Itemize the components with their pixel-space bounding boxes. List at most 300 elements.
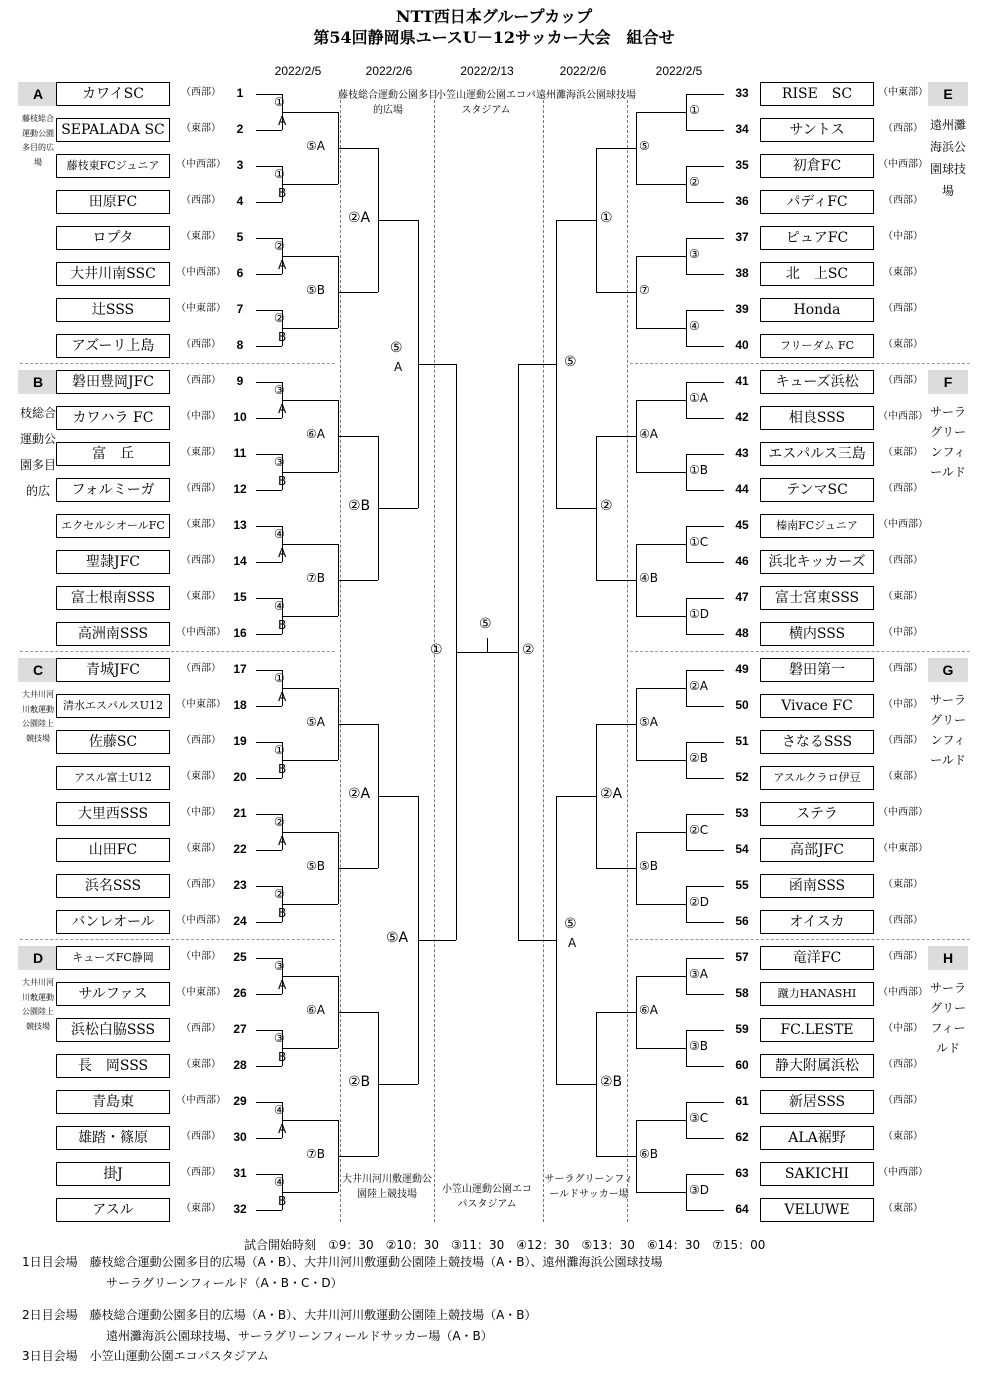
bracket-line [596,580,636,581]
team-region: （東部） [181,519,221,530]
match-label: A [278,114,287,128]
team-number: 1 [236,86,244,100]
bracket-line [282,184,338,185]
team-number: 5 [236,230,244,244]
team-number: 64 [735,1202,749,1216]
team-number: 20 [233,770,247,784]
bracket-line [636,256,686,257]
team-number: 13 [233,518,247,532]
team-number: 51 [735,734,749,748]
block-separator [20,651,335,652]
bracket-line [686,1066,724,1067]
team-region: （中西部） [176,159,226,170]
bracket-line [256,634,282,635]
bracket-line [686,742,724,743]
team-region: （東部） [883,591,923,602]
team-region: （東部） [181,591,221,602]
bracket-line [636,976,637,1048]
team-number: 52 [735,770,749,784]
bracket-line [256,1066,282,1067]
bracket-line [686,886,687,922]
block-label-c: C [18,658,58,682]
block-separator [630,939,970,940]
bracket-line [636,544,686,545]
match-label: ③ [274,959,285,973]
bracket-line [282,976,338,977]
bracket-line [636,688,686,689]
bracket-line [596,436,597,580]
bracket-line [256,202,282,203]
team-region: （中部） [883,699,923,710]
bracket-line [418,364,456,365]
team-region: （西部） [181,555,221,566]
team-region: （中西部） [176,915,226,926]
match-label: ② [274,815,285,829]
team-number: 44 [735,482,749,496]
team-region: （東部） [883,879,923,890]
team-region: （東部） [181,1059,221,1070]
team-box: エスパルス三島 [760,442,874,466]
team-box: 蹴力HANASHI [760,982,874,1006]
bracket-line [596,1012,597,1156]
team-box: ピュアFC [760,226,874,250]
bracket-line [636,472,686,473]
match-label: ①B [689,463,708,477]
team-number: 42 [735,410,749,424]
team-region: （西部） [883,303,923,314]
team-number: 59 [735,1022,749,1036]
team-box: 掛J [56,1162,170,1186]
team-region: （西部） [883,123,923,134]
match-label: ⑥A [306,427,325,441]
team-region: （西部） [883,951,923,962]
team-box: 竜洋FC [760,946,874,970]
bracket-line [256,706,282,707]
team-number: 49 [735,662,749,676]
match-label: ④ [274,527,285,541]
team-number: 4 [236,194,244,208]
team-box: 磐田第一 [760,658,874,682]
bracket-line [636,328,686,329]
block-label-h: H [928,946,968,970]
team-region: （西部） [883,195,923,206]
team-number: 43 [735,446,749,460]
team-region: （東部） [883,267,923,278]
team-box: キューズFC静岡 [56,946,170,970]
team-number: 30 [233,1130,247,1144]
bracket-line [378,220,418,221]
team-box: RISE SC [760,82,874,106]
team-region: （中部） [181,411,221,422]
team-number: 39 [735,302,749,316]
bracket-line [686,346,724,347]
team-box: 磐田豊岡JFC [56,370,170,394]
match-label: ② [600,498,613,514]
team-box: Honda [760,298,874,322]
team-number: 29 [233,1094,247,1108]
team-number: 7 [236,302,244,316]
match-label: A [278,402,287,416]
title-line1: NTT西日本グループカップ [395,7,593,26]
bracket-line [256,418,282,419]
column-divider [434,100,435,1222]
bracket-line [282,328,338,329]
bracket-line [686,202,724,203]
bracket-line [256,922,282,923]
match-label: ⑥A [306,1003,325,1017]
team-region: （中西部） [878,411,928,422]
bracket-line [282,1120,338,1121]
team-region: （西部） [181,87,221,98]
match-label: ① [274,671,285,685]
bracket-line [338,436,378,437]
bracket-line [636,112,686,113]
bracket-line [338,1012,378,1013]
block-venue-g: サーラグリーンフィールド [930,693,967,767]
match-label: ⑤A [306,139,325,153]
bracket-line [596,436,636,437]
block-venue-c: 大井川河川敷運動公園陸上競技場 [22,690,54,743]
bracket-line [636,400,686,401]
bracket-line [686,922,724,923]
match-label: ⑤ [390,340,403,356]
bracket-line [636,1048,686,1049]
bracket-line [686,1030,724,1031]
team-region: （中部） [883,627,923,638]
match-label: ③ [274,383,285,397]
bracket-line [686,742,687,778]
team-region: （西部） [883,663,923,674]
team-region: （西部） [883,375,923,386]
team-region: （東部） [181,447,221,458]
team-number: 6 [236,266,244,280]
bracket-line [636,184,686,185]
match-label: ②D [689,895,709,909]
bracket-line [686,1030,687,1066]
block-label-g: G [928,658,968,682]
team-box: 田原FC [56,190,170,214]
semifinal-left-label: ① [430,642,443,658]
block-separator [630,651,970,652]
team-region: （中部） [181,807,221,818]
team-number: 56 [735,914,749,928]
bracket-line [556,796,596,797]
team-box: ステラ [760,802,874,826]
bracket-line [686,526,724,527]
team-box: 聖隷JFC [56,550,170,574]
team-number: 37 [735,230,749,244]
bracket-line [686,886,724,887]
team-number: 53 [735,806,749,820]
team-number: 11 [233,446,247,460]
team-box: 相良SSS [760,406,874,430]
team-box: パディFC [760,190,874,214]
team-region: （西部） [181,339,221,350]
bracket-line [556,1084,596,1085]
team-region: （中東部） [176,699,226,710]
team-number: 32 [233,1202,247,1216]
bracket-line [686,1138,724,1139]
bracket-line [282,688,338,689]
team-box: Vivace FC [760,694,874,718]
bracket-line [686,418,724,419]
team-box: ロプタ [56,226,170,250]
team-box: 富士宮東SSS [760,586,874,610]
bracket-line [686,598,687,634]
team-region: （西部） [181,483,221,494]
team-number: 18 [233,698,247,712]
team-box: 大井川南SSC [56,262,170,286]
match-label: ⑤B [639,859,658,873]
match-label: A [278,258,287,272]
bracket-line [256,850,282,851]
bracket-line [686,454,687,490]
block-venue-e: 遠州灘海浜公園球技場 [930,118,967,198]
date-day3: 2022/2/13 [460,64,514,78]
team-box: アスルクラロ伊豆 [760,766,874,790]
bracket-line [596,292,636,293]
team-number: 14 [233,554,247,568]
team-box: 藤枝東FCジュニア [56,154,170,178]
block-separator [20,939,335,940]
venue-top-ecopa: 小笠山運動公園エコパスタジアム [436,90,536,116]
team-box: SEPALADA SC [56,118,170,142]
match-label: A [568,936,577,950]
team-region: （中西部） [878,807,928,818]
team-number: 25 [233,950,247,964]
team-number: 10 [233,410,247,424]
team-region: （西部） [883,1059,923,1070]
block-separator [630,363,970,364]
match-label: ④ [274,1103,285,1117]
team-region: （西部） [181,195,221,206]
bracket-line [636,400,637,472]
bracket-line [596,148,636,149]
bracket-line [686,310,687,346]
team-number: 45 [735,518,749,532]
match-label: B [278,330,287,344]
bracket-line [636,1120,686,1121]
team-region: （東部） [883,1131,923,1142]
team-box: 静大附属浜松 [760,1054,874,1078]
team-box: 横内SSS [760,622,874,646]
final-label: ⑤ [479,616,492,632]
bracket-line [518,364,519,940]
team-box: ALA裾野 [760,1126,874,1150]
team-box: VELUWE [760,1198,874,1222]
team-region: （中西部） [878,1167,928,1178]
team-box: SAKICHI [760,1162,874,1186]
team-region: （東部） [181,843,221,854]
bracket-line [378,508,418,509]
bracket-line [256,1210,282,1211]
venue-bottom-ecopa: 小笠山運動公園エコパスタジアム [442,1184,532,1210]
match-label: ④ [274,599,285,613]
bracket-line [596,724,636,725]
bracket-line [596,1156,636,1157]
team-box: 高部JFC [760,838,874,862]
bracket-line [418,940,456,941]
match-label: ⑤A [639,715,658,729]
bracket-line [686,670,724,671]
bracket-line [636,760,686,761]
team-region: （西部） [883,1095,923,1106]
team-number: 34 [735,122,749,136]
team-box: FC.LESTE [760,1018,874,1042]
team-region: （西部） [883,915,923,926]
bracket-line [256,274,282,275]
bracket-line [686,454,724,455]
match-label: ③B [689,1039,708,1053]
bracket-line [686,382,724,383]
match-label: ② [274,239,285,253]
bracket-line [596,868,636,869]
bracket-line [338,1156,378,1157]
team-box: 高洲南SSS [56,622,170,646]
footer-line-5: 3日目会場 小笠山運動公園エコパスタジアム [22,1349,269,1363]
bracket-line [518,940,556,941]
team-box: 新居SSS [760,1090,874,1114]
team-box: 佐藤SC [56,730,170,754]
team-number: 31 [233,1166,247,1180]
bracket-line [686,850,724,851]
team-region: （西部） [181,1167,221,1178]
bracket-line [556,508,596,509]
bracket-line [556,220,557,508]
team-box: 大里西SSS [56,802,170,826]
team-region: （東部） [181,1203,221,1214]
match-label: ①D [689,607,709,621]
team-number: 12 [233,482,247,496]
team-number: 54 [735,842,749,856]
match-label: A [278,978,287,992]
team-box: バンレオール [56,910,170,934]
team-number: 48 [735,626,749,640]
match-label: A [278,834,287,848]
team-box: 初倉FC [760,154,874,178]
team-region: （東部） [181,771,221,782]
match-label: ④A [639,427,658,441]
team-region: （西部） [181,663,221,674]
team-number: 50 [735,698,749,712]
bracket-line [256,778,282,779]
team-box: フォルミーガ [56,478,170,502]
team-region: （西部） [883,483,923,494]
bracket-line [686,598,724,599]
bracket-line [686,274,724,275]
match-label: ③ [274,455,285,469]
date-day1-left: 2022/2/5 [274,64,322,78]
team-box: 北 上SC [760,262,874,286]
bracket-line [636,1120,637,1192]
bracket-line [338,580,378,581]
match-label: ②B [348,1074,371,1090]
match-label: ②B [689,751,708,765]
match-label: ③ [689,247,700,261]
column-divider [340,100,341,1222]
team-box: 函南SSS [760,874,874,898]
bracket-line [686,814,724,815]
bracket-line [686,130,724,131]
match-label: ①C [689,535,709,549]
team-number: 26 [233,986,247,1000]
team-region: （西部） [883,555,923,566]
match-label: ②C [689,823,709,837]
bracket-line [556,220,596,221]
bracket-line [686,634,724,635]
match-label: B [278,618,287,632]
column-divider [543,100,544,1222]
match-label: ① [274,95,285,109]
venue-top-enshunada: 遠州灘海浜公園球技場 [536,90,636,101]
bracket-line [686,94,724,95]
match-label: B [278,186,287,200]
match-label: ⑦B [306,1147,325,1161]
bracket-line [256,490,282,491]
team-box: 雄踏・篠原 [56,1126,170,1150]
bracket-line [282,472,338,473]
match-label: ⑤ [639,139,650,153]
bracket-line [456,652,518,653]
bracket-line [282,400,338,401]
team-number: 58 [735,986,749,1000]
bracket-line [282,544,338,545]
footer-line-2: サーラグリーンフィールド（A・B・C・D） [22,1276,343,1290]
team-region: （中西部） [176,267,226,278]
team-number: 3 [236,158,244,172]
team-region: （西部） [181,1023,221,1034]
block-venue-f: サーラグリーンフィールド [930,405,967,479]
bracket-line [686,778,724,779]
bracket-line [686,562,724,563]
bracket-line [686,1102,724,1103]
team-number: 63 [735,1166,749,1180]
team-region: （西部） [883,735,923,746]
match-label: ① [600,210,613,226]
team-number: 40 [735,338,749,352]
block-label-e: E [928,82,968,106]
match-label: ② [274,311,285,325]
team-number: 17 [233,662,247,676]
team-box: サルファス [56,982,170,1006]
team-region: （中東部） [878,87,928,98]
match-label: ②A [600,786,623,802]
bracket-line [282,256,338,257]
team-region: （中西部） [878,159,928,170]
team-region: （東部） [181,231,221,242]
team-number: 22 [233,842,247,856]
team-number: 47 [735,590,749,604]
bracket-line [686,310,724,311]
block-label-d: D [18,946,58,970]
match-label: ⑤ [564,354,577,370]
bracket-line [596,148,597,292]
match-label: B [278,1194,287,1208]
bracket-line [378,796,418,797]
bracket-line [686,814,687,850]
team-box: 青島東 [56,1090,170,1114]
team-box: キューズ浜松 [760,370,874,394]
bracket-line [636,616,686,617]
team-number: 61 [735,1094,749,1108]
team-region: （中西部） [878,987,928,998]
footer-line-1: 1日目会場 藤枝総合運動公園多目的広場（A・B）、大井川河川敷運動公園陸上競技場（A・B）、遠州灘海浜公園球技場 [22,1255,663,1269]
team-box: アスル富士U12 [56,766,170,790]
block-label-b: B [18,370,58,394]
semifinal-right-label: ② [522,642,535,658]
bracket-line [686,238,687,274]
team-number: 27 [233,1022,247,1036]
